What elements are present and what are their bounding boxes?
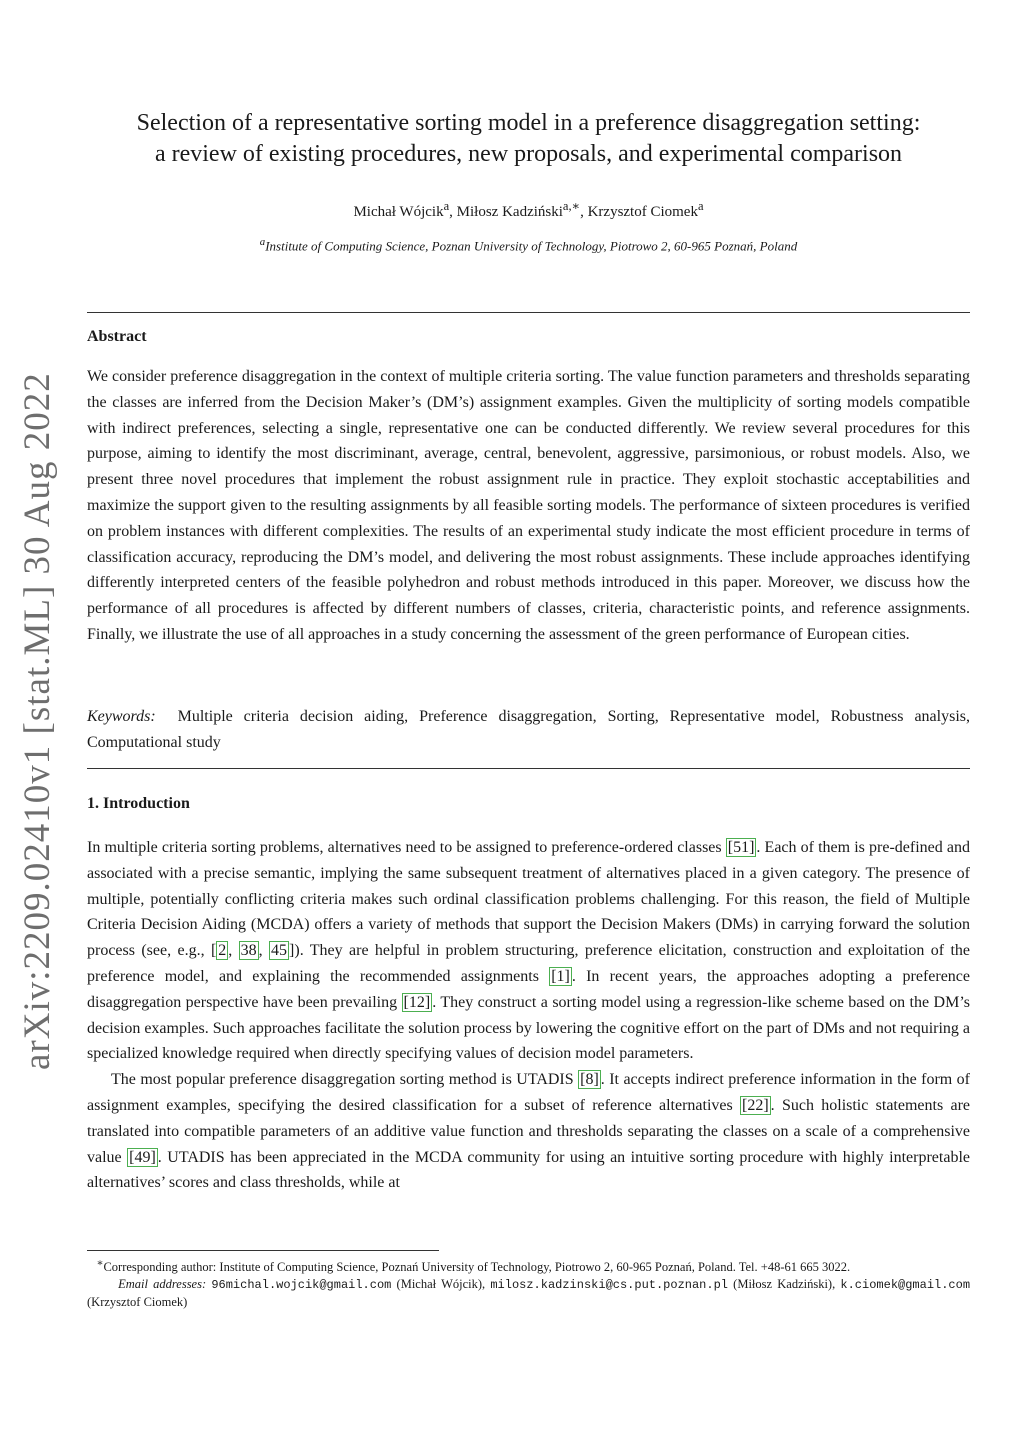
corresponding-author-note: ∗Corresponding author: Institute of Computing Science, Poznań University of Technology, Piotrowo 2, 60-965 Poznań, Poland. Tel. +48-61 665 3022. [96, 1258, 851, 1275]
intro-paragraph-2: The most popular preference disaggregation sorting method is UTADIS [8] . It accepts indirect preference information in the form of assignment examples, specifying the desired classification for a subset of reference alternatives [22] . Such holistic statements are translated into compatible parameters of an additive value function and thresholds separating the classes on a scale of a comprehensive value [49] . UTADIS has been appreciated in the MCDA community for using an intuitive sorting procedure with highly interpretable alternatives’ scores and class thresholds, while at [87, 1071, 971, 1192]
arxiv-identifier: arXiv:2209.02410v1 [stat.ML] 30 Aug 2022 [17, 372, 58, 1070]
keywords [87, 704, 970, 756]
author-affil-mark: a [443, 199, 450, 213]
email-link[interactable]: milosz.kadzinski@cs.put.poznan.pl [490, 1278, 728, 1293]
email-addresses: Email addresses: 96michal.wojcik@gmail.com (Michał Wójcik), milosz.kadzinski@cs.put.poznan.pl (Miłosz Kadziński), k.ciomek@gmail.com (Krzysztof Ciomek) [87, 1277, 971, 1310]
title-line-2: a review of existing procedures, new proposals, and experimental comparison [154, 141, 903, 167]
citation-link[interactable]: [1] [551, 967, 570, 985]
author-affil-mark: a,∗ [562, 199, 581, 213]
abstract-heading: Abstract [87, 328, 147, 345]
author-name: Krzysztof Ciomek [587, 204, 698, 220]
email-link[interactable]: k.ciomek@gmail.com [840, 1278, 971, 1293]
keywords-label: Keywords: [87, 708, 156, 725]
citation-link[interactable]: [12] [403, 993, 431, 1011]
abstract-divider [87, 768, 970, 769]
affiliation [87, 232, 970, 256]
footnote-divider [87, 1250, 439, 1251]
author-list: Michał Wójcik$^a$, Miłosz Kadziński$^{a,∗}$, Krzysztof Ciomek$^a$ [353, 199, 704, 220]
title-line-1: Selection of a representative sorting model in a preference disaggregation setting: [136, 110, 921, 136]
introduction-body [87, 835, 970, 1196]
section-heading-introduction: 1. Introduction [87, 795, 190, 812]
paper-title [87, 108, 970, 170]
citation-link[interactable]: [49] [129, 1148, 156, 1166]
email-label: Email addresses: [118, 1277, 207, 1292]
citation-link[interactable]: [22] [742, 1096, 769, 1114]
citation-link[interactable]: [51] [727, 839, 755, 856]
citation-link[interactable]: [8] [580, 1071, 599, 1089]
citation-link[interactable]: 38 [240, 942, 257, 960]
citation-link[interactable]: 45 [271, 942, 288, 960]
abstract-text: We consider preference disaggregation in the context of multiple criteria sorting. The value function parameters and thresholds separating the classes are inferred from the Decision Maker’s (DM’s) assignment examples. Given the multiplicity of sorting models compatible with indirect preferences, selecting a single, representative one can be conducted differently. We review several procedures for this purpose, aiming to identify the most discriminant, average, central, benevolent, aggressive, parsimonious, or robust models. Also, we present three novel procedures that implement the robust assignment rule in practice. They exploit stochastic acceptabilities and maximize the support given to the resulting assignments by all feasible sorting models. The performance of sixteen procedures is verified on problem instances with different complexities. The results of an experimental study indicate the most efficient procedure in terms of classification accuracy, reproducing the DM’s model, and delivering the most robust assignments. These include approaches identifying differently interpreted centers of the feasible polyhedron and robust methods introduced in this paper. Moreover, we discuss how the performance of all procedures is affected by different numbers of classes, criteria, characteristic points, and reference assignments. Finally, we illustrate the use of all approaches in a study concerning the assessment of the green performance of European cities. [87, 368, 970, 643]
footnote-mark: ∗ [96, 1258, 104, 1269]
citation-link[interactable]: 2 [218, 942, 227, 960]
keywords-text: Multiple criteria decision aiding, Preference disaggregation, Sorting, Representative model, Robustness analysis, Computational study [87, 708, 970, 751]
author-affil-mark: a [697, 199, 704, 213]
affiliation-text: Institute of Computing Science, Poznan University of Technology, Piotrowo 2, 60-965 Poznań, Poland [265, 238, 798, 254]
author-name: Miłosz Kadziński [456, 204, 563, 220]
affiliation-mark: a [259, 236, 266, 248]
top-divider [87, 312, 970, 313]
author-name: Michał Wójcik [353, 204, 444, 220]
email-link[interactable]: 96michal.wojcik@gmail.com [211, 1278, 392, 1293]
intro-paragraph-1: In multiple criteria sorting problems, alternatives need to be assigned to preference-ordered classes [51] . Each of them is pre-defined and associated with a precise semantic, implying the same subsequent treatment of alternatives placed in a given category. The presence of multiple, potentially conflicting criteria makes such ordinal classification problems challenging. For this reason, the field of Multiple Criteria Decision Aiding (MCDA) offers a variety of methods that support the Decision Makers (DMs) in carrying forward the solution process (see, e.g., [ 2 , 38 , 45 ]). They are helpful in problem structuring, preference elicitation, construction and exploitation of the preference model, and explaining the recommended assignments [1] . In recent years, the approaches adopting a preference disaggregation perspective have been prevailing [12] . They construct a sorting model using a regression-like scheme based on the DM’s decision examples. Such approaches facilitate the solution process by lowering the cognitive effort on the part of DMs and not requiring a specialized knowledge required when directly specifying values of decision model parameters. [87, 839, 971, 1063]
footnotes [87, 1255, 970, 1311]
